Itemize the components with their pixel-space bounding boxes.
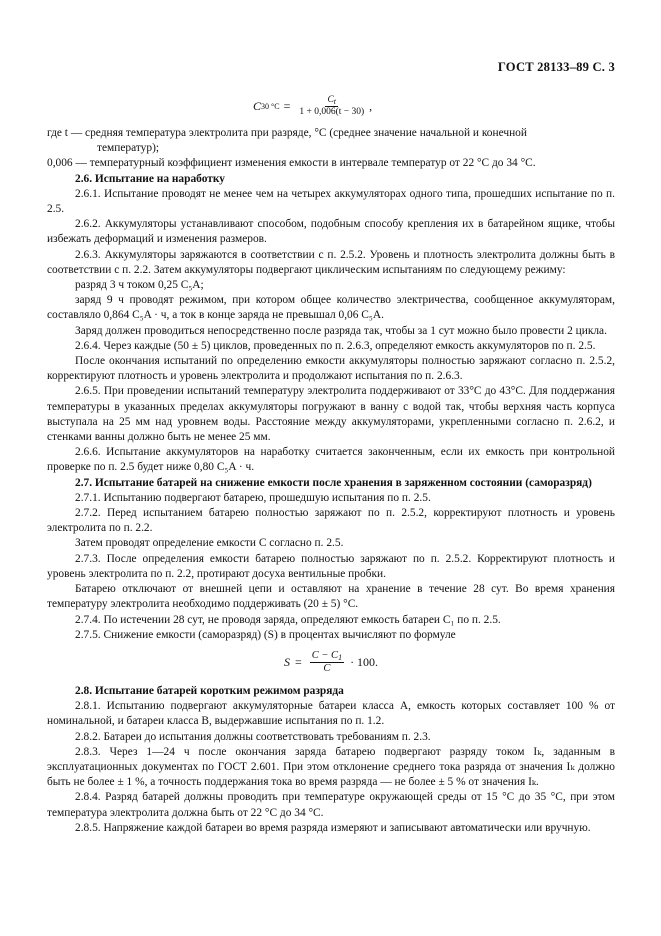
section-2-8-title: 2.8. Испытание батарей коротким режимом разряда — [75, 684, 344, 697]
para-2-6-5: 2.6.5. При проведении испытаний температуру электролита поддерживают от 33°С до 43°С. Для поддержания температуры в указанных пределах аккумуляторы погружают в ванну с водой так, чтобы верхняя часть корпуса выступала на 25 мм над уровнем воды. Расстояние между аккумуляторами, укрепленными согласно п. 2.6.2, и стенками ванны должно быть не менее 25 мм. — [47, 385, 615, 444]
para-2-6-4-cont: После окончания испытаний по определению емкости аккумуляторы полностью заряжают согласно п. 2.5.2, корректируют плотность и уровень электролита и продолжают испытания по п. 2.6.3. — [47, 355, 615, 383]
para-2-8-4: 2.8.4. Разряд батарей должны проводить при температуре окружающей среды от 15 °С до 35 °С, при этом температура электролита должна быть от 22 °С до 34 °С. — [47, 791, 615, 819]
formula2-eq: = — [294, 654, 302, 669]
section-2-7-title: 2.7. Испытание батарей на снижение емкости после хранения в заряженном состоянии (саморазряд) — [75, 476, 592, 489]
document-body — [47, 126, 615, 836]
where-line-2: 0,006 — температурный коэффициент изменения емкости в интервале температур от 22 °С до 34 °С. — [47, 157, 536, 170]
formula2-lhs: S — [283, 654, 290, 669]
page-header: ГОСТ 28133–89 С. 3 — [497, 60, 615, 74]
where-line-1: где t — средняя температура электролита при разряде, °С (среднее значение начальной и конечной — [47, 127, 527, 139]
formula-fraction — [297, 95, 366, 118]
formula-lhs: C — [253, 98, 262, 113]
para-2-7-3: 2.7.3. После определения емкости батарею полностью заряжают по п. 2.5.2. Корректируют плотность и уровень электролита по п. 2.2, протирают досуха вентильные пробки. — [47, 552, 615, 580]
self-discharge-formula — [47, 650, 615, 675]
capacity-correction-formula: C 30 °С = $\frac{C_t}{1 + 0,006(t - 30)}$ , — [253, 95, 373, 117]
formula-tail: , — [369, 98, 373, 113]
formula2-numerator: $C - C_1$ — [311, 649, 343, 662]
para-2-6-4: 2.6.4. Через каждые (50 ± 5) циклов, проведенных по п. 2.6.3, определяют емкость аккумуляторов по п. 2.5. — [75, 339, 596, 352]
para-2-6-3-discharge: разряд 3 ч током 0,25 C₅A; — [75, 279, 204, 292]
para-2-8-2: 2.8.2. Батареи до испытания должны соответствовать требованиям п. 2.3. — [75, 730, 431, 743]
para-2-7-2-cont: Затем проводят определение емкости C согласно п. 2.5. — [75, 537, 344, 550]
where-line-1b: температур); — [97, 142, 160, 155]
para-2-6-1: 2.6.1. Испытание проводят не менее чем на четырех аккумуляторах одного типа, прошедших испытание по п. 2.5. — [47, 187, 615, 216]
para-2-8-3: 2.8.3. Через 1—24 ч после окончания заряда батарею подвергают разряду током Iₖ, заданным в эксплуатационных документах по ГОСТ 2.601. При этом отклонение среднего тока разряда от значения Iₖ должно быть не более ± 1 %, а точность поддержания тока во время разряда — не более ± 5 % от значения Iₖ. — [47, 745, 615, 789]
para-2-6-3-note: Заряд должен проводиться непосредственно после разряда так, чтобы за 1 сут можно было провести 2 цикла. — [75, 324, 607, 337]
formula2-denominator: C — [323, 662, 331, 674]
para-2-6-6: 2.6.6. Испытание аккумуляторов на наработку считается законченным, если их емкость при контрольной проверке по п. 2.5 будет ниже 0,80 C₅A · ч. — [47, 446, 615, 474]
formula-denominator: 1 + 0,006(t − 30) — [299, 107, 365, 117]
formula-numerator: $C_t$ — [327, 95, 337, 106]
para-2-7-2: 2.7.2. Перед испытанием батарею полностью заряжают по п. 2.5.2, корректируют плотность и уровень электролита по п. 2.2. — [47, 507, 615, 535]
para-2-7-4: 2.7.4. По истечении 28 сут, не проводя заряда, определяют емкость батареи C₁ по п. 2.5. — [75, 613, 501, 626]
formula2-tail: · 100. — [350, 654, 379, 669]
formula-eq: = — [283, 98, 291, 113]
para-2-7-1: 2.7.1. Испытанию подвергают батарею, прошедшую испытания по п. 2.5. — [75, 491, 431, 504]
para-2-7-5: 2.7.5. Снижение емкости (саморазряд) (S) в процентах вычисляют по формуле — [75, 628, 456, 641]
para-2-7-3-cont: Батарею отключают от внешней цепи и оставляют на хранение в течение 28 сут. Во время хранения температуру электролита необходимо поддерживать (20 ± 5) °С. — [47, 583, 615, 611]
para-2-6-3-charge: заряд 9 ч проводят режимом, при котором общее количество электричества, сообщенное аккумуляторам, составляло 0,864 C₅A · ч, а ток в конце заряда не превышал 0,06 C₅A. — [47, 294, 615, 322]
para-2-8-1: 2.8.1. Испытанию подвергают аккумуляторные батареи класса А, емкость которых составляет 100 % от номинальной, и батареи класса В, выдержавшие испытания по п. 1.2. — [47, 700, 615, 728]
section-2-6-title: 2.6. Испытание на наработку — [75, 172, 225, 185]
formula2-fraction — [310, 650, 344, 675]
para-2-6-3: 2.6.3. Аккумуляторы заряжаются в соответствии с п. 2.5.2. Уровень и плотность электролита должны быть в соответствии с п. 2.2. Затем аккумуляторы подвергают циклическим испытаниям по следующему режиму: — [47, 248, 615, 276]
para-2-8-5: 2.8.5. Напряжение каждой батареи во время разряда измеряют и записывают автоматически или вручную. — [75, 821, 591, 834]
para-2-6-2: 2.6.2. Аккумуляторы устанавливают способом, подобным способу крепления их в батарейном ящике, чтобы избежать деформаций и изменения размеров. — [47, 218, 615, 246]
